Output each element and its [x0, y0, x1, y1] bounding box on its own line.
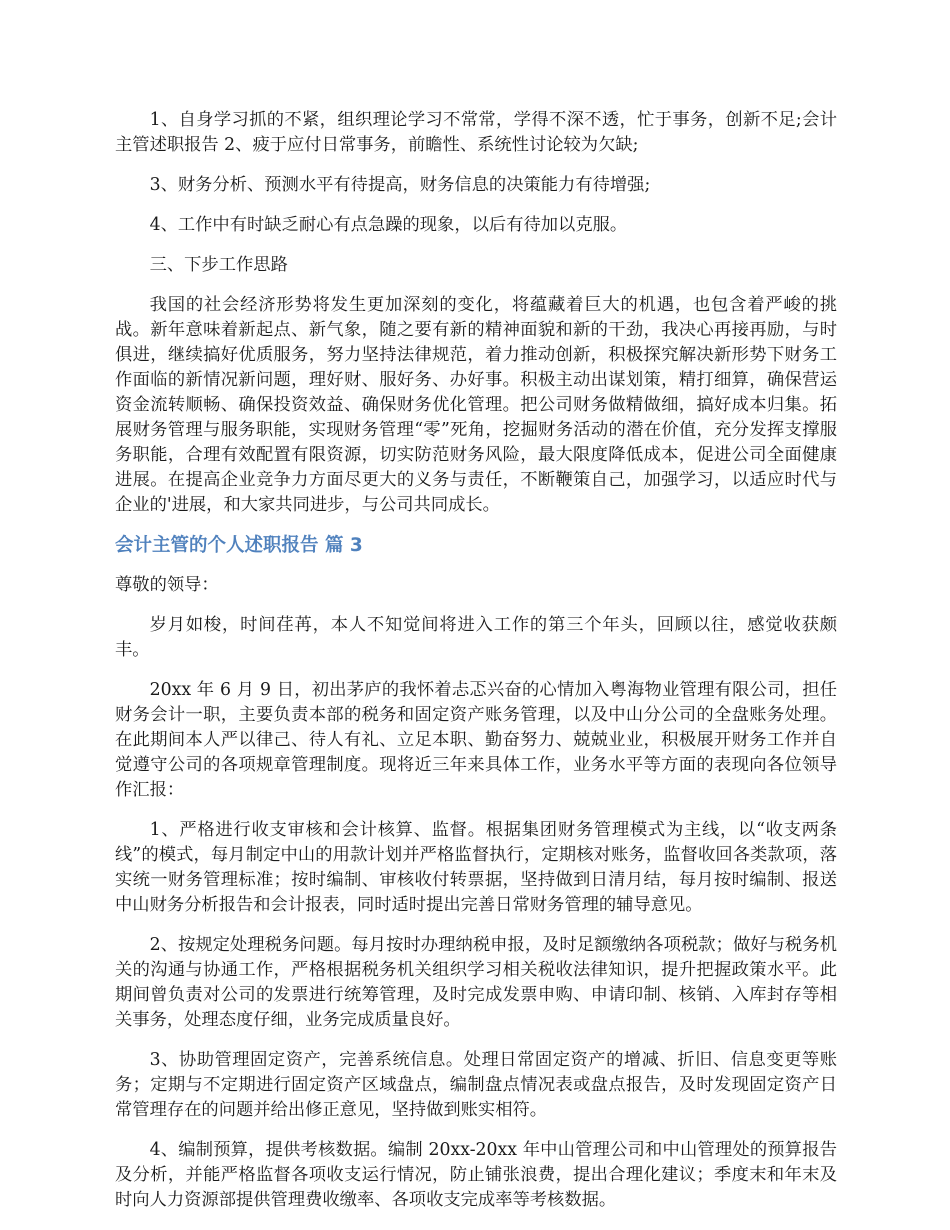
paragraph-patience: 4、工作中有时缺乏耐心有点急躁的现象，以后有待加以克服。 — [149, 215, 628, 235]
paragraph-outlook: 我国的社会经济形势将发生更加深刻的变化，将蕴藏着巨大的机遇，也包含着严峻的挑战。新年意味着新起点、新气象，随之要有新的精神面貌和新的干劲，我决心再接再励，与时俱进，继续搞好优质服务，努力坚持法律规范，着力推动创新，积极探究解决新形势下财务工作面临的新情况新问题，理好财、服好务、办好事。积极主动出谋划策，精打细算，确保营运资金流转顺畅、确保投资效益、确保财务优化管理。把公司财务做精做细，搞好成本归集。拓展财务管理与服务职能，实现财务管理“零”死角，挖掘财务活动的潜在价值，充分发挥支撑服务职能，合理有效配置有限资源，切实防范财务风险，最大限度降低成本，促进公司全面健康进展。在提高企业竞争力方面尽更大的义务与责任，不断鞭策自己，加强学习，以适应时代与企业的'进展，和大家共同进步，与公司共同成长。 — [115, 295, 837, 515]
paragraph-background: 20xx 年 6 月 9 日，初出茅庐的我怀着忐忑兴奋的心情加入粤海物业管理有限公司，担任财务会计一职，主要负责本部的税务和固定资产账务管理，以及中山分公司的全盘账务处理。在此期间本人严以律己、待人有礼、立足本职、勤奋努力、兢兢业业，积极展开财务工作并自觉遵守公司的各项规章管理制度。现将近三年来具体工作，业务水平等方面的表现向各位领导作汇报： — [115, 680, 837, 800]
paragraph-self-study: 1、自身学习抓的不紧，组织理论学习不常常，学得不深不透，忙于事务，创新不足;会计主管述职报告 2、疲于应付日常事务，前瞻性、系统性讨论较为欠缺; — [115, 110, 837, 155]
paragraph-audit: 1、严格进行收支审核和会计核算、监督。根据集团财务管理模式为主线，以“收支两条线”的模式，每月制定中山的用款计划并严格监督执行，定期核对账务，监督收回各类款项，落实统一财务管理标准；按时编制、审核收付转票据，坚持做到日清月结，每月按时编制、报送中山财务分析报告和会计报表，同时适时提出完善日常财务管理的辅导意见。 — [115, 820, 837, 915]
subheading-next-steps: 三、下步工作思路 — [149, 255, 288, 275]
paragraph-financial-analysis: 3、财务分析、预测水平有待提高，财务信息的决策能力有待增强; — [149, 175, 651, 195]
greeting: 尊敬的领导： — [115, 575, 219, 595]
document-body — [115, 108, 837, 1213]
paragraph-tax: 2、按规定处理税务问题。每月按时办理纳税申报，及时足额缴纳各项税款；做好与税务机关的沟通与协通工作，严格根据税务机关组织学习相关税收法律知识，提升把握政策水平。此期间曾负责对公司的发票进行统筹管理，及时完成发票申购、申请印制、核销、入库封存等相关事务，处理态度仔细，业务完成质量良好。 — [115, 935, 837, 1030]
section-heading: 会计主管的个人述职报告 篇 3 — [115, 535, 363, 556]
paragraph-budget: 4、编制预算，提供考核数据。编制 20xx-20xx 年中山管理公司和中山管理处的预算报告及分析，并能严格监督各项收支运行情况，防止铺张浪费，提出合理化建议；季度末和年末及时向人力资源部提供管理费收缴率、各项收支完成率等考核数据。 — [115, 1140, 837, 1210]
paragraph-intro: 岁月如梭，时间荏苒，本人不知觉间将进入工作的第三个年头，回顾以往，感觉收获颇丰。 — [115, 615, 837, 660]
paragraph-fixed-assets: 3、协助管理固定资产，完善系统信息。处理日常固定资产的增减、折旧、信息变更等账务；定期与不定期进行固定资产区域盘点，编制盘点情况表或盘点报告，及时发现固定资产日常管理存在的问题并给出修正意见，坚持做到账实相符。 — [115, 1050, 837, 1120]
